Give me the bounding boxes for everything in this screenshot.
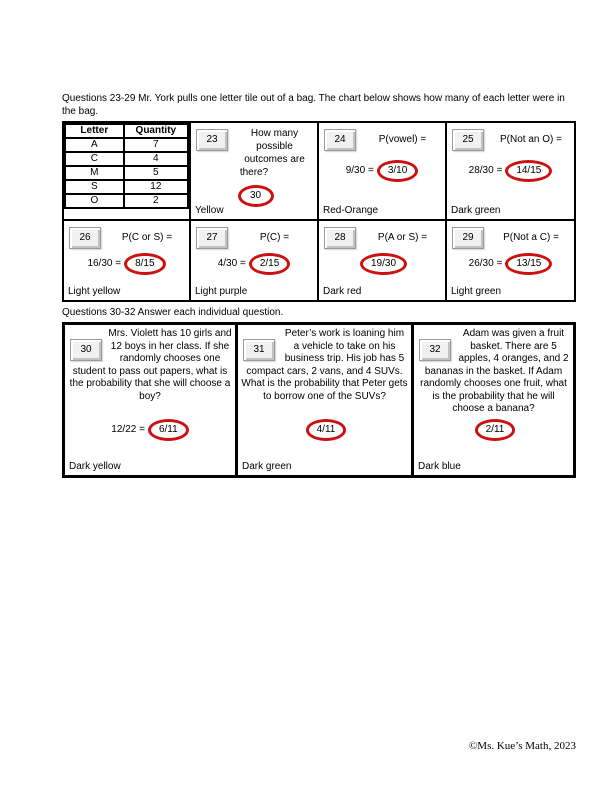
circled-answer: 19/30 (360, 253, 407, 275)
circled-answer: 6/11 (148, 419, 189, 441)
question-prompt: How many possible outcomes are there? (239, 128, 305, 178)
question-prompt: P(Not a C) = (503, 232, 559, 243)
question-number-badge: 25 (452, 129, 484, 151)
letter-cell: A (65, 138, 124, 152)
color-label: Light green (451, 286, 502, 297)
circled-answer: 13/15 (505, 253, 552, 275)
question-number-badge: 23 (196, 129, 228, 151)
color-label: Yellow (195, 205, 224, 216)
letter-cell: C (65, 152, 124, 166)
table-row (65, 180, 188, 194)
question-prompt: P(A or S) = (377, 232, 428, 243)
answer-work: 4/30 = (217, 258, 246, 269)
quantity-cell: 4 (124, 152, 188, 166)
letter-cell: O (65, 194, 124, 208)
letter-quantity-table (64, 123, 189, 209)
question-story: Peter’s work is loaning him a vehicle to take on his business trip. His job has 5 compact cars, 2 vans, and 4 SUVs. What is the probability that Peter gets to borrow one of the SUVs? (241, 328, 408, 402)
answer-line (322, 253, 442, 275)
circled-answer: 8/15 (124, 253, 165, 275)
answer-line (414, 419, 573, 441)
circled-answer: 2/15 (249, 253, 290, 275)
color-label: Light yellow (68, 286, 121, 297)
answer-line (65, 419, 235, 441)
answer-work: 12/22 = (111, 424, 145, 435)
table-row (65, 152, 188, 166)
word-problem-cell-32 (414, 325, 573, 475)
table-row (65, 138, 188, 152)
question-number-badge: 28 (324, 227, 356, 249)
questions-23-29-grid (62, 121, 576, 302)
answer-line (67, 253, 186, 275)
color-label: Dark blue (418, 461, 461, 472)
answer-work: 9/30 = (345, 165, 374, 176)
question-story: Adam was given a fruit basket. There are 5 apples, 4 oranges, and 2 bananas in the basket. If Adam randomly chooses one fruit, what is the probability that he will choose a banana? (420, 328, 569, 414)
color-label: Dark yellow (69, 461, 121, 472)
circled-answer: 4/11 (306, 419, 347, 441)
footer-credit: ©Ms. Kue’s Math, 2023 (468, 740, 576, 752)
table-row (65, 166, 188, 180)
question-prompt: P(C) = (259, 232, 290, 243)
letter-cell: S (65, 180, 124, 194)
letter-table-cell (64, 123, 191, 221)
question-number-badge: 31 (243, 339, 275, 361)
answer-line (322, 160, 442, 182)
question-prompt: P(C or S) = (121, 232, 173, 243)
answer-work: 16/30 = (87, 258, 122, 269)
letter-cell: M (65, 166, 124, 180)
quantity-column-header: Quantity (124, 124, 188, 138)
question-cell-24 (319, 123, 447, 221)
color-label: Dark green (451, 205, 501, 216)
circled-answer: 2/11 (475, 419, 516, 441)
circled-answer: 30 (238, 185, 274, 207)
color-label: Light purple (195, 286, 248, 297)
answer-line (194, 253, 314, 275)
section1-header: Questions 23-29 Mr. York pulls one letter tile out of a bag. The chart below shows how many of each letter were in the bag. (62, 93, 565, 117)
color-label: Red-Orange (323, 205, 379, 216)
question-number-badge: 30 (70, 339, 102, 361)
question-story: Mrs. Violett has 10 girls and 12 boys in her class. If she randomly chooses one student to pass out papers, what is the probability that she will choose a boy? (69, 328, 232, 402)
table-row (65, 194, 188, 208)
question-number-badge: 32 (419, 339, 451, 361)
question-cell-23 (191, 123, 319, 221)
answer-work: 28/30 = (468, 165, 503, 176)
questions-30-32-grid (62, 322, 576, 478)
quantity-cell: 12 (124, 180, 188, 194)
answer-line (238, 419, 411, 441)
quantity-cell: 2 (124, 194, 188, 208)
question-number-badge: 26 (69, 227, 101, 249)
letter-column-header: Letter (65, 124, 124, 138)
quantity-cell: 7 (124, 138, 188, 152)
word-problem-cell-31 (238, 325, 414, 475)
answer-work: 26/30 = (468, 258, 503, 269)
question-prompt: P(Not an O) = (500, 134, 562, 145)
question-number-badge: 29 (452, 227, 484, 249)
word-problem-cell-30 (65, 325, 238, 475)
question-cell-27 (191, 221, 319, 300)
answer-line (450, 253, 571, 275)
question-number-badge: 24 (324, 129, 356, 151)
answer-line (194, 185, 314, 207)
question-cell-26 (64, 221, 191, 300)
color-label: Dark green (242, 461, 292, 472)
circled-answer: 14/15 (505, 160, 552, 182)
answer-line (450, 160, 571, 182)
question-prompt: P(vowel) = (378, 134, 427, 145)
question-number-badge: 27 (196, 227, 228, 249)
question-cell-28 (319, 221, 447, 300)
circled-answer: 3/10 (377, 160, 418, 182)
color-label: Dark red (323, 286, 362, 297)
question-cell-29 (447, 221, 574, 300)
question-cell-25 (447, 123, 574, 221)
quantity-cell: 5 (124, 166, 188, 180)
section2-header: Questions 30-32 Answer each individual question. (62, 307, 284, 318)
